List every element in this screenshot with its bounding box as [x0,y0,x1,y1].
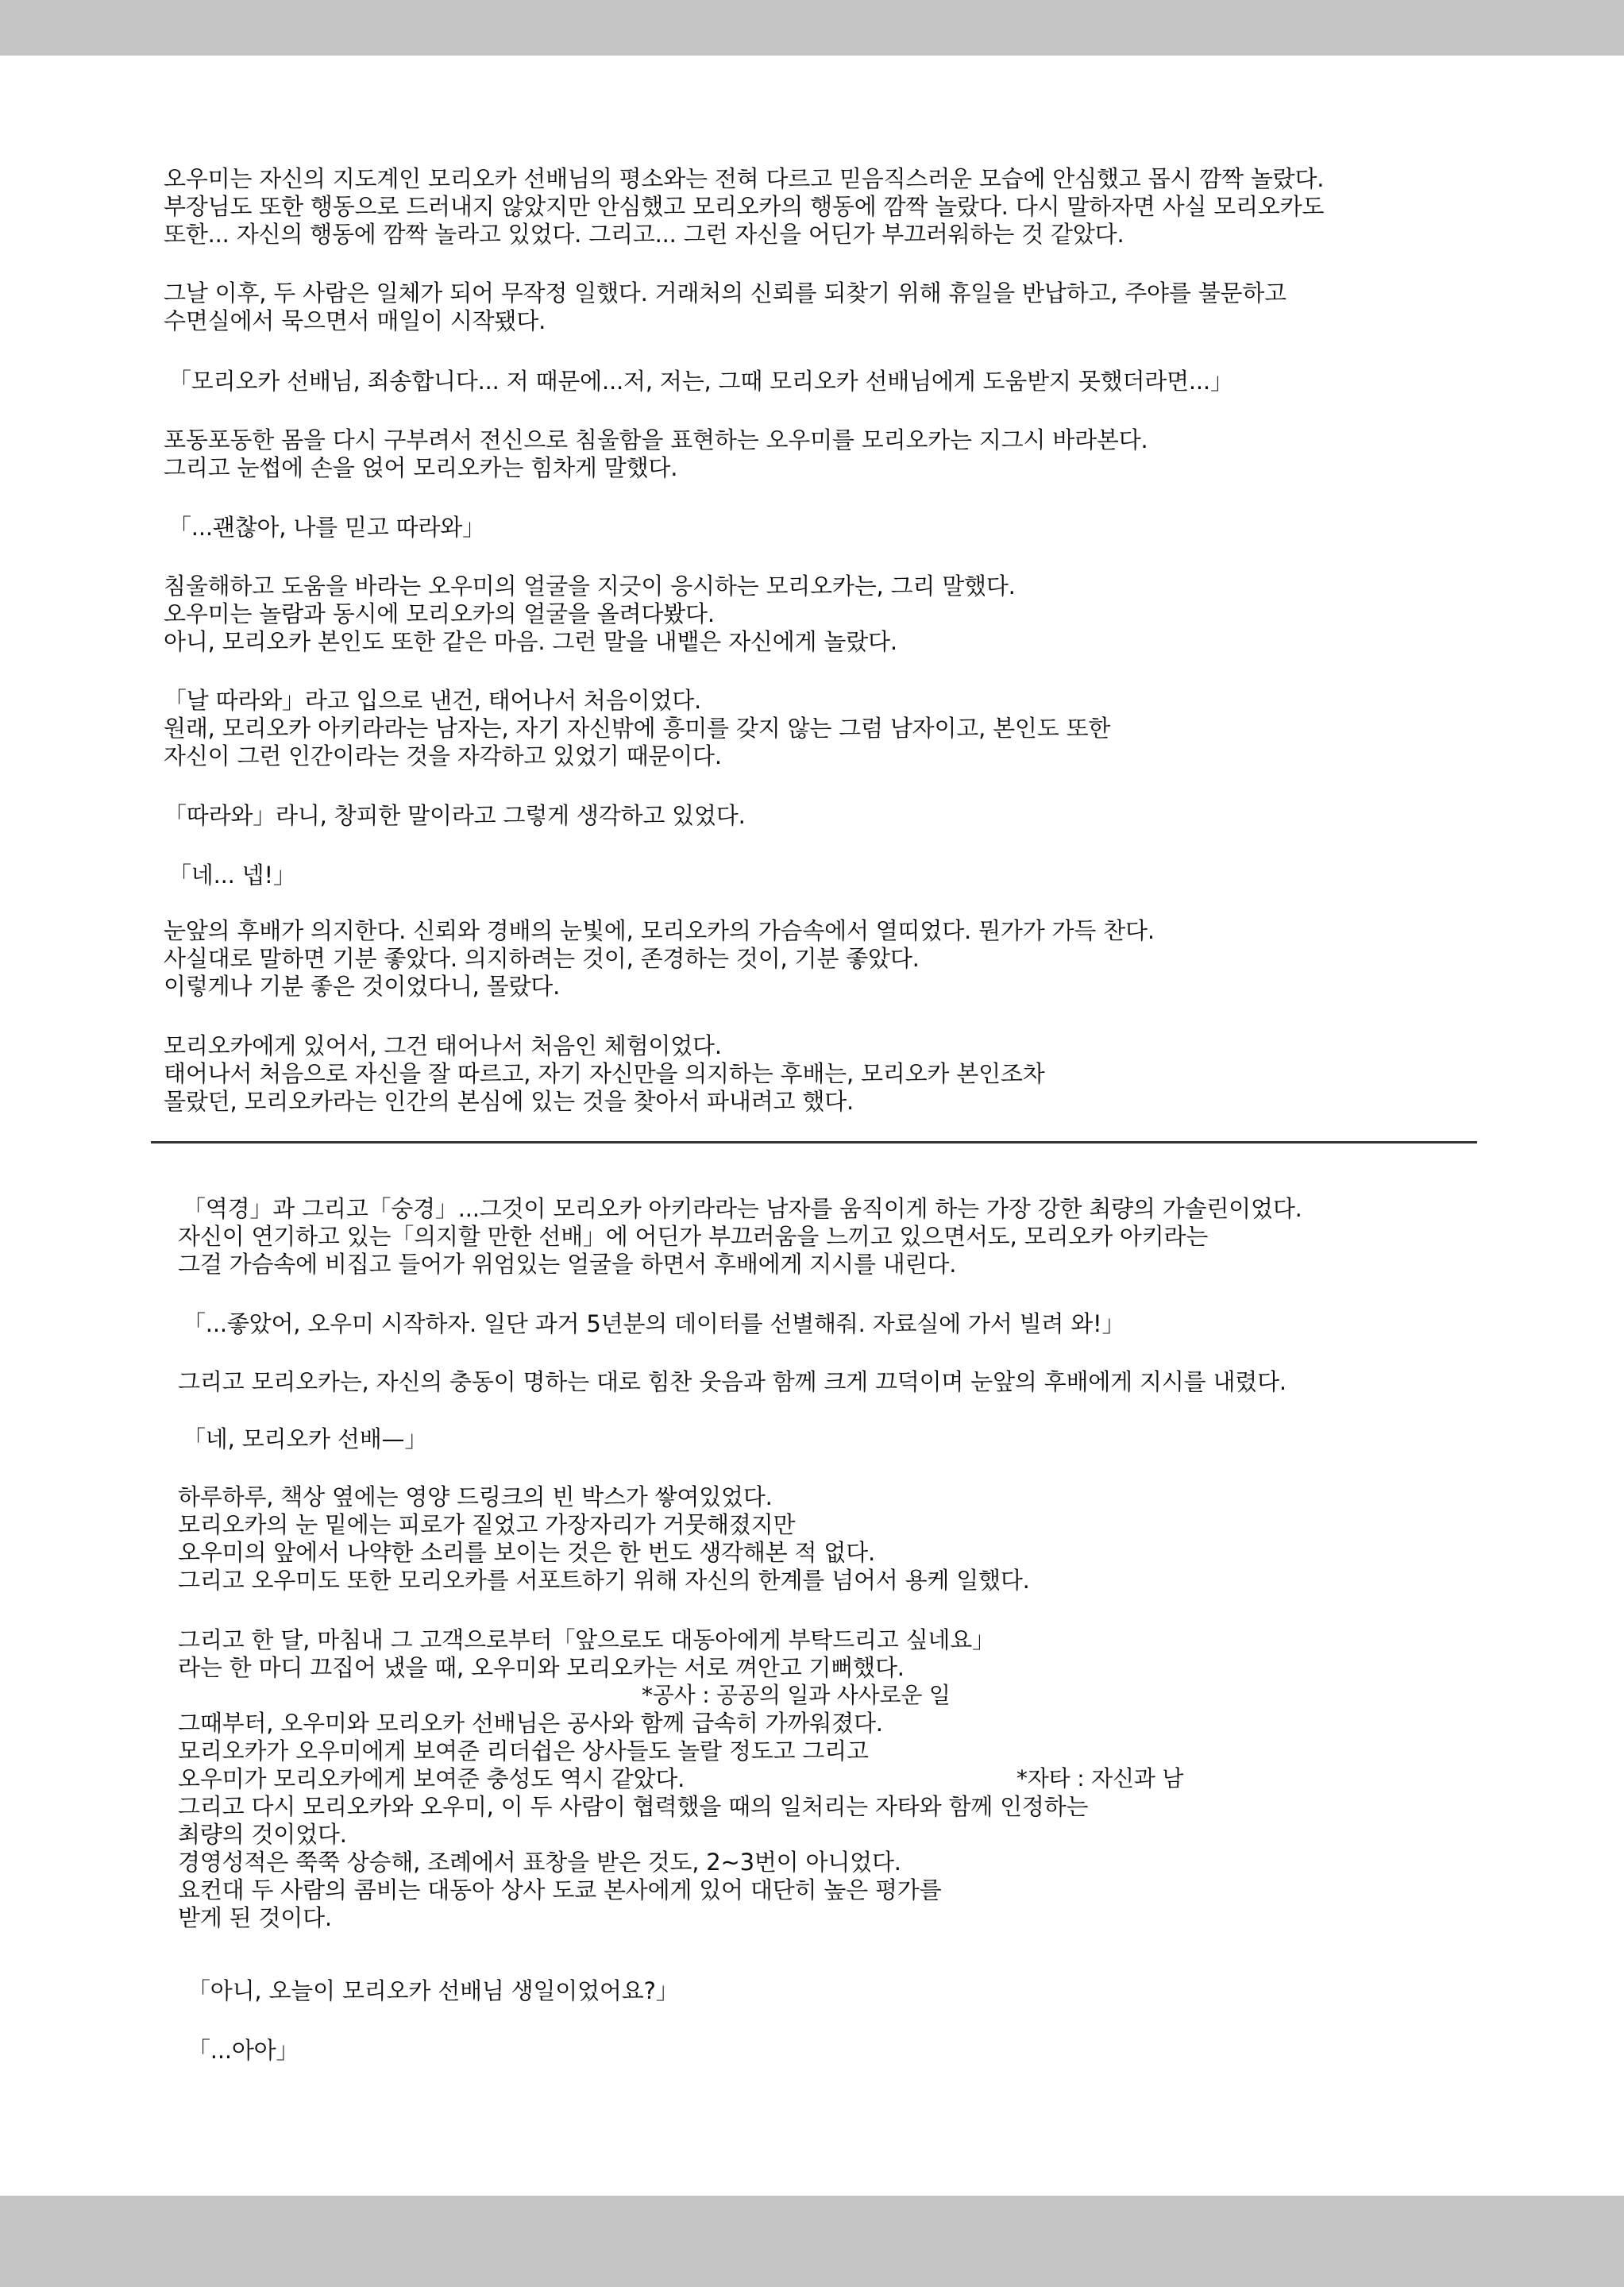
text-line: 또한... 자신의 행동에 깜짝 놀라고 있었다. 그리고... 그런 자신을 어딘가 부끄러워하는 것 같았다. [164,221,1124,248]
text-line: 받게 된 것이다. [178,1904,332,1931]
dialogue-line: 「...아아」 [187,2037,299,2064]
text-line: 경영성적은 쭉쭉 상승해, 조례에서 표창을 받은 것도, 2~3번이 아니었다. [178,1849,901,1876]
text-line: 침울해하고 도움을 바라는 오우미의 얼굴을 지긋이 응시하는 모리오카는, 그리 말했다. [164,573,1016,600]
dialogue-line: 「...좋았어, 오우미 시작하자. 일단 과거 5년분의 데이터를 선별해줘. 자료실에 가서 빌려 와!」 [183,1310,1125,1337]
text-line: 그리고 한 달, 마침내 그 고객으로부터「앞으로도 대동아에게 부탁드리고 싶네요」 [178,1626,995,1653]
footnote-gongsa: *공사 : 공공의 일과 사사로운 일 [642,1682,951,1708]
text-line: 오우미가 모리오카에게 보여준 충성도 역시 같았다. [178,1765,685,1792]
text-line: 포동포동한 몸을 다시 구부려서 전신으로 침울함을 표현하는 오우미를 모리오카는 지그시 바라본다. [164,426,1148,453]
text-line: 원래, 모리오카 아키라라는 남자는, 자기 자신밖에 흥미를 갖지 않는 그럼 남자이고, 본인도 또한 [164,715,1111,742]
text-line: 모리오카가 오우미에게 보여준 리더쉽은 상사들도 놀랄 정도고 그리고 [178,1737,869,1764]
text-line: 태어나서 처음으로 자신을 잘 따르고, 자기 자신만을 의지하는 후배는, 모리오카 본인조차 [164,1060,1045,1087]
text-line: 그때부터, 오우미와 모리오카 선배님은 공사와 함께 급속히 가까워졌다. [178,1710,883,1737]
section-divider [151,1141,1477,1144]
text-line: 모리오카의 눈 밑에는 피로가 짙었고 가장자리가 거뭇해졌지만 [178,1511,796,1538]
text-line: 그리고 모리오카는, 자신의 충동이 명하는 대로 힘찬 웃음과 함께 크게 끄덕이며 눈앞의 후배에게 지시를 내렸다. [178,1368,1286,1395]
text-line: 그리고 오우미도 또한 모리오카를 서포트하기 위해 자신의 한계를 넘어서 용케 일했다. [178,1567,1030,1594]
text-line: 부장님도 또한 행동으로 드러내지 않았지만 안심했고 모리오카의 행동에 깜짝 놀랐다. 다시 말하자면 사실 모리오카도 [164,193,1325,220]
text-line: 자신이 연기하고 있는「의지할 만한 선배」에 어딘가 부끄러움을 느끼고 있으면서도, 모리오카 아키라는 [178,1223,1209,1250]
text-line: 오우미는 자신의 지도계인 모리오카 선배님의 평소와는 전혀 다르고 믿음직스러운 모습에 안심했고 몹시 깜짝 놀랐다. [164,165,1325,192]
text-line: 아니, 모리오카 본인도 또한 같은 마음. 그런 말을 내뱉은 자신에게 놀랐다. [164,628,897,655]
dialogue-line: 「모리오카 선배님, 죄송합니다... 저 때문에...저, 저는, 그때 모리오카 선배님에게 도움받지 못했더라면...」 [168,368,1233,395]
dialogue-line: 「아니, 오늘이 모리오카 선배님 생일이었어요?」 [187,1977,679,2004]
top-gray-band [0,0,1624,56]
text-line: 그리고 다시 모리오카와 오우미, 이 두 사람이 협력했을 때의 일처리는 자타와 함께 인정하는 [178,1793,1089,1820]
text-line: 눈앞의 후배가 의지한다. 신뢰와 경배의 눈빛에, 모리오카의 가슴속에서 열띠었다. 뭔가가 가득 찬다. [164,917,1155,944]
text-line: 수면실에서 묵으면서 매일이 시작됐다. [164,307,546,334]
text-line: 자신이 그런 인간이라는 것을 자각하고 있었기 때문이다. [164,742,722,769]
text-line: 라는 한 마디 끄집어 냈을 때, 오우미와 모리오카는 서로 껴안고 기뻐했다. [178,1654,905,1681]
text-line: 오우미의 앞에서 나약한 소리를 보이는 것은 한 번도 생각해본 적 없다. [178,1539,875,1566]
bottom-gray-band [0,2196,1624,2287]
text-line: 요컨대 두 사람의 콤비는 대동아 상사 도쿄 본사에게 있어 대단히 높은 평가를 [178,1876,942,1903]
footnote-jata: *자타 : 자신과 남 [1016,1765,1184,1791]
text-line: 「날 따라와」라고 입으로 낸건, 태어나서 처음이었다. [164,687,702,714]
text-line: 모리오카에게 있어서, 그건 태어나서 처음인 체험이었다. [164,1032,722,1059]
text-line: 그날 이후, 두 사람은 일체가 되어 무작정 일했다. 거래처의 신뢰를 되찾기 위해 휴일을 반납하고, 주야를 불문하고 [164,280,1286,307]
dialogue-line: 「네, 모리오카 선배—」 [183,1425,428,1452]
dialogue-line: 「...괜찮아, 나를 믿고 따라와」 [168,514,485,541]
text-line: 「역경」과 그리고「숭경」...그것이 모리오카 아키라라는 남자를 움직이게 하는 가장 강한 최량의 가솔린이었다. [183,1195,1302,1222]
text-line: 최량의 것이었다. [178,1821,347,1848]
text-line: 하루하루, 책상 옆에는 영양 드링크의 빈 박스가 쌓여있었다. [178,1483,773,1510]
text-line: 오우미는 놀람과 동시에 모리오카의 얼굴을 올려다봤다. [164,600,715,627]
text-line: 이렇게나 기분 좋은 것이었다니, 몰랐다. [164,973,561,1000]
text-line: 그걸 가슴속에 비집고 들어가 위엄있는 얼굴을 하면서 후배에게 지시를 내린다. [178,1251,957,1278]
text-line: 그리고 눈썹에 손을 얹어 모리오카는 힘차게 말했다. [164,454,678,481]
dialogue-line: 「네... 넵!」 [168,862,296,889]
text-line: 몰랐던, 모리오카라는 인간의 본심에 있는 것을 찾아서 파내려고 했다. [164,1088,854,1115]
text-line: 「따라와」라니, 창피한 말이라고 그렇게 생각하고 있었다. [164,802,746,829]
text-line: 사실대로 말하면 기분 좋았다. 의지하려는 것이, 존경하는 것이, 기분 좋았다. [164,945,920,972]
